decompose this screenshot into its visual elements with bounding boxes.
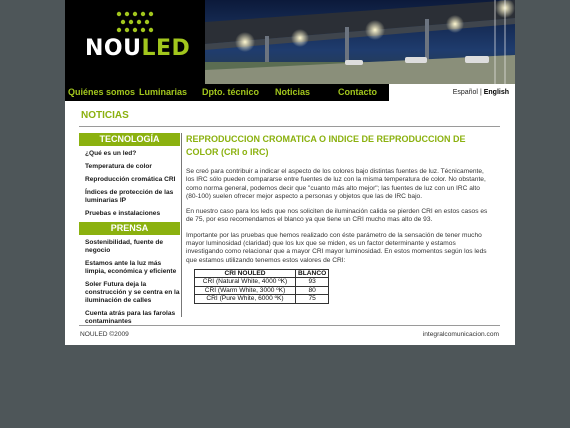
language-switcher bbox=[389, 84, 515, 101]
lang-separator: | bbox=[479, 89, 482, 96]
table-cell: 80 bbox=[296, 286, 329, 295]
table-cell: CRI (Pure White, 6000 ºK) bbox=[195, 295, 296, 304]
header-photo bbox=[205, 0, 515, 84]
table-row bbox=[195, 295, 329, 304]
table-header: CRI NOULED bbox=[195, 269, 296, 278]
logo-text: NOULED bbox=[85, 36, 191, 61]
footer-copyright: NOULED ©2009 bbox=[80, 331, 129, 338]
sidebar-item-soler-futura[interactable]: Soler Futura deja la construcción y se centra en la iluminación de calles bbox=[85, 281, 180, 304]
sidebar-item-sostenibilidad[interactable]: Sostenibilidad, fuente de negocio bbox=[85, 239, 164, 254]
sidebar-item-luz-limpia[interactable]: Estamos ante la luz más limpia, económica y eficiente bbox=[85, 260, 177, 275]
article-paragraph-3: Importante por las pruebas que hemos realizado con éste parámetro de la sensación de tener mucho mayor luminosidad (claridad) que los lux que se miden, es un factor determinante y estamos investigando como relacionar que a mayor CRI mayor luminosidad. En estos momentos según los leds que estamos utilizando tenemos estos valores de CRI: bbox=[186, 231, 487, 264]
article-paragraph-1: Se creó para contribuir a indicar el aspecto de los colores bajo distintas fuentes de luz. Técnicamente, los IRC sólo pueden compararse entre fuentes de luz con la misma temperatura de color. No obstante, como norma general, podemos decir que "cuanto más alto mejor"; las fuentes de luz con un IRC alto (80-100) suelen ofrecer mejor aspecto a personas y objetos que las de IRC bajo. bbox=[186, 168, 486, 200]
footer-credit-link[interactable]: integralcomunicacion.com bbox=[422, 331, 499, 338]
table-row bbox=[195, 286, 329, 295]
article bbox=[186, 133, 500, 304]
nav-item-dpto-tecnico[interactable]: Dpto. técnico bbox=[202, 87, 260, 97]
header-banner bbox=[65, 0, 515, 84]
article-paragraph-2: En nuestro caso para los leds que nos soliciten de iluminación calida se pierden CRI en estos casos es de 75, por eso recomendamos el blanco ya que tiene un CRI mucho mas alto de 93. bbox=[186, 208, 488, 224]
sidebar-item-temperatura-color[interactable]: Temperatura de color bbox=[85, 163, 152, 170]
logo[interactable] bbox=[65, 0, 205, 84]
sidebar bbox=[79, 133, 182, 325]
nav-item-luminarias[interactable]: Luminarias bbox=[139, 87, 188, 97]
page-title: NOTICIAS bbox=[81, 110, 129, 121]
led-dots-icon bbox=[113, 10, 155, 34]
article-title: REPRODUCCION CROMATICA O INDICE DE REPRODUCCION DE COLOR (CRI o IRC) bbox=[186, 134, 466, 157]
lang-es-link[interactable]: Español bbox=[452, 89, 478, 96]
table-row bbox=[195, 278, 329, 287]
sidebar-item-que-es-un-led[interactable]: ¿Qué es un led? bbox=[85, 150, 137, 157]
sidebar-item-indices-proteccion[interactable]: Índices de protección de las luminarias IP bbox=[85, 189, 174, 204]
sidebar-item-farolas[interactable]: Cuenta atrás para las farolas contaminantes bbox=[85, 310, 176, 325]
sidebar-item-pruebas-instalaciones[interactable]: Pruebas e instalaciones bbox=[85, 210, 161, 217]
divider bbox=[79, 126, 500, 127]
cri-table bbox=[194, 269, 329, 304]
sidebar-item-reproduccion-cromatica[interactable]: Reproducción cromática CRI bbox=[85, 176, 176, 183]
footer-divider bbox=[79, 325, 500, 326]
table-cell: CRI (Warm White, 3000 ºK) bbox=[195, 286, 296, 295]
table-cell: 75 bbox=[296, 295, 329, 304]
sidebar-heading-tecnologia: TECNOLOGÍA bbox=[79, 133, 180, 146]
nav-item-quienes-somos[interactable]: Quiénes somos bbox=[68, 87, 136, 97]
sidebar-heading-prensa: PRENSA bbox=[79, 222, 180, 235]
table-header: BLANCO bbox=[296, 269, 329, 278]
main-nav bbox=[65, 84, 515, 101]
nav-item-noticias[interactable]: Noticias bbox=[275, 87, 311, 97]
table-cell: CRI (Natural White, 4000 ºK) bbox=[195, 278, 296, 287]
page-container bbox=[65, 0, 515, 345]
lang-en-link[interactable]: English bbox=[483, 89, 509, 96]
table-cell: 93 bbox=[296, 278, 329, 287]
nav-item-contacto[interactable]: Contacto bbox=[338, 87, 377, 97]
